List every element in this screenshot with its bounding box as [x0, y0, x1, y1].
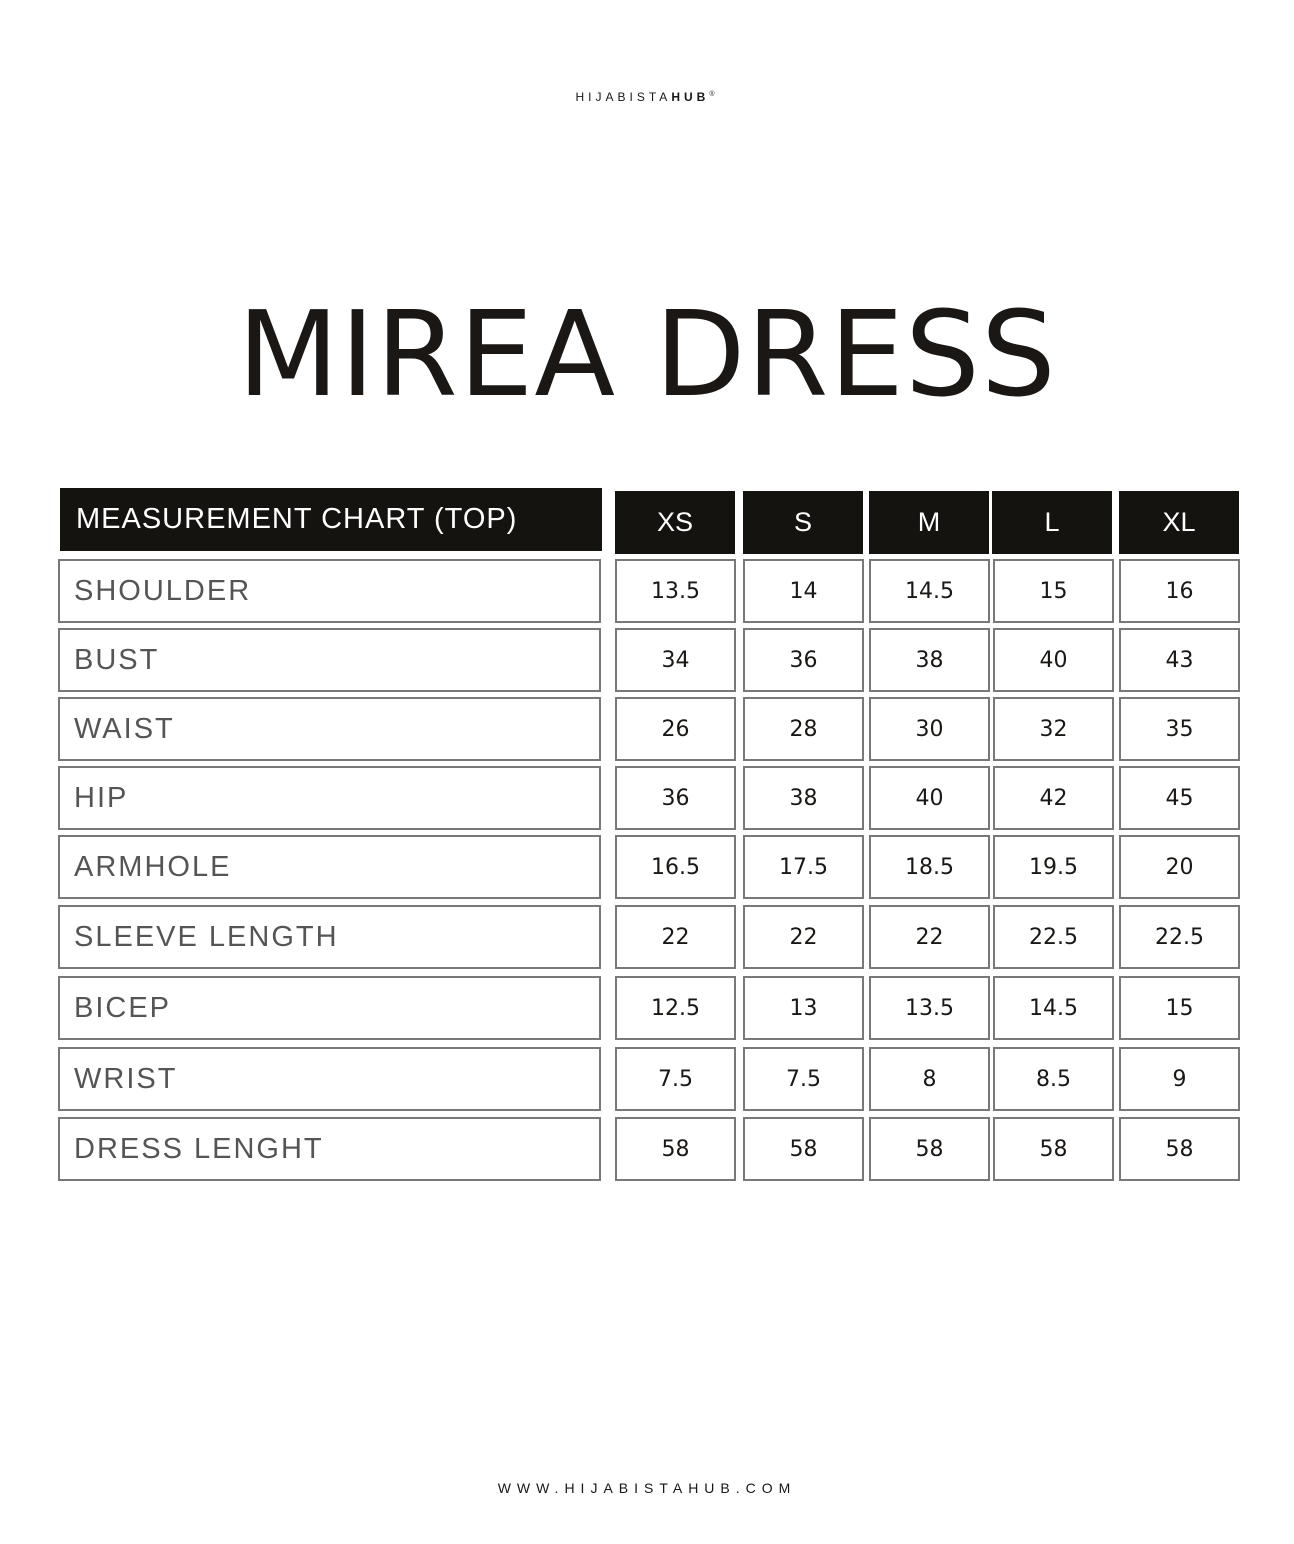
- value-cell: 13.5: [869, 976, 990, 1040]
- value-cell: 38: [743, 766, 864, 830]
- value-cell: 18.5: [869, 835, 990, 899]
- value-cell: 14.5: [993, 976, 1114, 1040]
- value-cell: 38: [869, 628, 990, 692]
- row-label: WRIST: [58, 1047, 601, 1111]
- row-label: SHOULDER: [58, 559, 601, 623]
- value-cell: 40: [993, 628, 1114, 692]
- value-cell: 40: [869, 766, 990, 830]
- row-label: BICEP: [58, 976, 601, 1040]
- row-label: BUST: [58, 628, 601, 692]
- value-cell: 8.5: [993, 1047, 1114, 1111]
- size-header-xl: XL: [1119, 491, 1239, 554]
- value-cell: 22: [615, 905, 736, 969]
- value-cell: 17.5: [743, 835, 864, 899]
- value-cell: 32: [993, 697, 1114, 761]
- value-cell: 58: [993, 1117, 1114, 1181]
- value-cell: 12.5: [615, 976, 736, 1040]
- measurement-header: MEASUREMENT CHART (TOP): [60, 488, 602, 551]
- value-cell: 8: [869, 1047, 990, 1111]
- value-cell: 58: [1119, 1117, 1240, 1181]
- value-cell: 22: [869, 905, 990, 969]
- brand-bold: HUB: [671, 90, 710, 104]
- value-cell: 14: [743, 559, 864, 623]
- value-cell: 58: [869, 1117, 990, 1181]
- value-cell: 19.5: [993, 835, 1114, 899]
- registered-mark: ®: [709, 91, 719, 98]
- page-title: MIREA DRESS: [237, 285, 1057, 423]
- row-label: WAIST: [58, 697, 601, 761]
- value-cell: 22.5: [993, 905, 1114, 969]
- size-header-xs: XS: [615, 491, 735, 554]
- value-cell: 7.5: [743, 1047, 864, 1111]
- value-cell: 26: [615, 697, 736, 761]
- value-cell: 15: [1119, 976, 1240, 1040]
- row-label: DRESS LENGHT: [58, 1117, 601, 1181]
- value-cell: 14.5: [869, 559, 990, 623]
- value-cell: 43: [1119, 628, 1240, 692]
- brand-light: HIJABISTA: [575, 90, 672, 104]
- value-cell: 13: [743, 976, 864, 1040]
- value-cell: 22.5: [1119, 905, 1240, 969]
- row-label: HIP: [58, 766, 601, 830]
- brand-logo: [0, 90, 1294, 104]
- value-cell: 16: [1119, 559, 1240, 623]
- size-header-s: S: [743, 491, 863, 554]
- size-header-l: L: [992, 491, 1112, 554]
- value-cell: 58: [743, 1117, 864, 1181]
- value-cell: 7.5: [615, 1047, 736, 1111]
- value-cell: 15: [993, 559, 1114, 623]
- value-cell: 16.5: [615, 835, 736, 899]
- website-footer: WWW.HIJABISTAHUB.COM: [497, 1480, 797, 1496]
- value-cell: 28: [743, 697, 864, 761]
- value-cell: 58: [615, 1117, 736, 1181]
- value-cell: 22: [743, 905, 864, 969]
- value-cell: 36: [743, 628, 864, 692]
- value-cell: 45: [1119, 766, 1240, 830]
- value-cell: 34: [615, 628, 736, 692]
- row-label: SLEEVE LENGTH: [58, 905, 601, 969]
- value-cell: 13.5: [615, 559, 736, 623]
- value-cell: 42: [993, 766, 1114, 830]
- row-label: ARMHOLE: [58, 835, 601, 899]
- size-header-m: M: [869, 491, 989, 554]
- value-cell: 9: [1119, 1047, 1240, 1111]
- value-cell: 35: [1119, 697, 1240, 761]
- value-cell: 36: [615, 766, 736, 830]
- value-cell: 20: [1119, 835, 1240, 899]
- value-cell: 30: [869, 697, 990, 761]
